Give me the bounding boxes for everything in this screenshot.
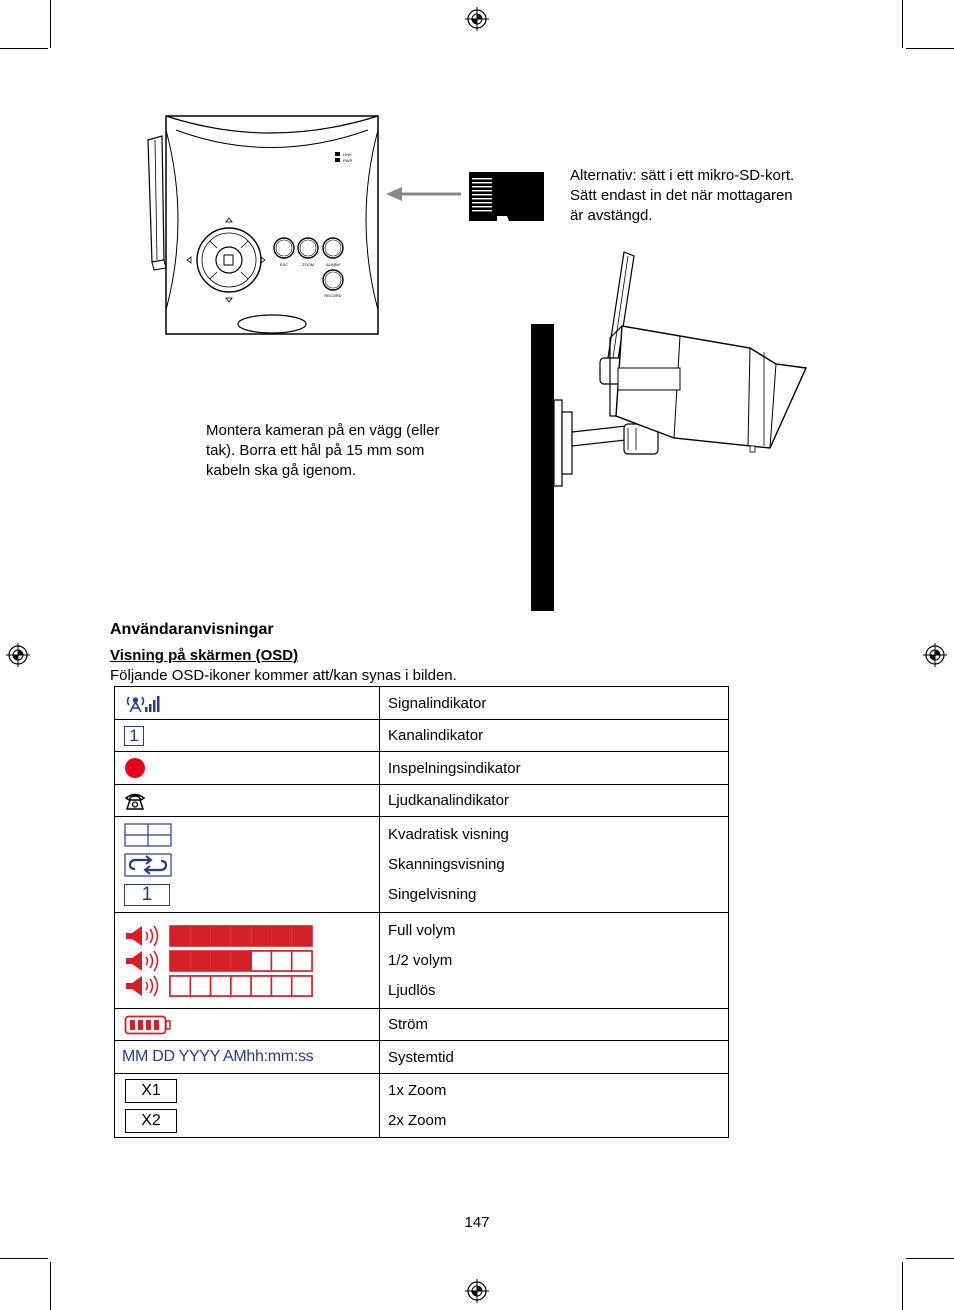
volume-segment — [251, 976, 271, 996]
label-cell — [380, 785, 729, 817]
osd-label: Ljudlös — [388, 981, 436, 999]
osd-label: Ljudkanalindikator — [388, 792, 509, 809]
icon-cell — [115, 1041, 380, 1074]
icon-cell — [115, 720, 380, 752]
volume-segment — [211, 926, 231, 946]
table-row — [115, 720, 729, 752]
sound-wave-icon — [146, 982, 148, 990]
table-row — [115, 687, 729, 720]
wall-illustration — [531, 324, 554, 611]
sound-wave-icon — [154, 926, 158, 946]
osd-label: Inspelningsindikator — [388, 759, 521, 777]
sound-wave-icon — [154, 951, 158, 971]
time-format-text: MM DD YYYY AMhh:mm:ss — [122, 1048, 314, 1065]
micro-sd-card-icon — [469, 172, 545, 222]
led-label: LINK — [343, 152, 352, 157]
table-row — [115, 1074, 729, 1138]
sound-wave-icon — [146, 932, 148, 940]
zoom-x1-text: X1 — [141, 1081, 161, 1099]
quad-view-icon — [124, 823, 172, 847]
crop-mark — [902, 1262, 903, 1310]
table-row — [115, 752, 729, 785]
zoom-x1-icon — [125, 1079, 177, 1103]
camera-illustration — [552, 248, 812, 488]
speaker-icon — [126, 976, 142, 996]
label-cell — [380, 752, 729, 785]
crop-mark — [50, 1262, 51, 1310]
volume-segment — [170, 976, 190, 996]
volume-segment — [251, 926, 271, 946]
volume-segment — [170, 926, 190, 946]
volume-segment — [271, 976, 291, 996]
battery-icon — [124, 1015, 172, 1035]
section-subheading: Visning på skärmen (OSD) — [110, 647, 299, 664]
label-cell — [380, 1009, 729, 1041]
sound-wave-icon — [150, 929, 153, 943]
osd-label: Singelvisning — [388, 885, 477, 903]
sound-wave-icon — [150, 979, 153, 993]
volume-segment — [231, 951, 251, 971]
sd-card-caption — [570, 166, 794, 226]
registration-mark-icon — [464, 6, 490, 32]
osd-label: Systemtid — [388, 1048, 454, 1066]
button-label-zoom: ZOOM — [302, 262, 314, 267]
zoom-x2-icon — [125, 1109, 177, 1133]
label-cell — [380, 817, 729, 913]
label-cell — [380, 1074, 729, 1138]
label-cell — [380, 687, 729, 720]
icon-cell — [115, 687, 380, 720]
signal-icon — [124, 693, 160, 713]
osd-label: 1/2 volym — [388, 951, 453, 969]
volume-half-icon — [124, 950, 314, 972]
icon-cell — [115, 752, 380, 785]
osd-label: Skanningsvisning — [388, 855, 505, 873]
icon-cell — [115, 817, 380, 913]
sound-wave-icon — [146, 957, 148, 965]
caption-line: är avstängd. — [570, 207, 653, 224]
volume-mute-icon — [124, 975, 314, 997]
osd-label: Signalindikator — [388, 694, 487, 712]
label-cell — [380, 720, 729, 752]
table-row — [115, 913, 729, 1009]
scan-view-icon — [124, 853, 172, 877]
receiver-illustration — [140, 110, 386, 340]
single-view-icon — [124, 884, 170, 906]
button-label-alarm: ALARM — [326, 262, 340, 267]
led-label: PWR — [343, 158, 353, 163]
volume-segment — [170, 951, 190, 971]
osd-label: Full volym — [388, 921, 456, 939]
volume-segment — [231, 976, 251, 996]
table-row — [115, 817, 729, 913]
section-intro: Följande OSD-ikoner kommer att/kan synas i bilden. — [110, 667, 457, 684]
volume-segment — [190, 926, 210, 946]
volume-segment — [271, 951, 291, 971]
sound-wave-icon — [154, 976, 158, 996]
sound-wave-icon — [150, 954, 153, 968]
volume-full-icon — [124, 925, 314, 947]
osd-icon-table — [114, 686, 729, 1138]
volume-segment — [292, 951, 312, 971]
caption-line: tak). Borra ett hål på 15 mm som — [206, 442, 425, 459]
crop-mark — [50, 0, 51, 48]
osd-label: Kanalindikator — [388, 727, 484, 744]
phone-icon — [124, 791, 146, 811]
mount-caption — [206, 421, 439, 481]
volume-segment — [292, 976, 312, 996]
channel-icon — [124, 726, 144, 746]
single-view-number: 1 — [141, 883, 153, 905]
registration-mark-icon — [464, 1278, 490, 1304]
caption-line: Alternativ: sätt i ett mikro-SD-kort. — [570, 167, 795, 184]
speaker-icon — [126, 951, 142, 971]
icon-cell — [115, 1074, 380, 1138]
osd-label: 2x Zoom — [388, 1111, 447, 1129]
speaker-icon — [126, 926, 142, 946]
crop-mark — [906, 48, 954, 49]
icon-cell — [115, 913, 380, 1009]
button-label-esc: ESC — [279, 262, 289, 267]
table-row — [115, 1009, 729, 1041]
crop-mark — [0, 1258, 48, 1259]
volume-segment — [292, 926, 312, 946]
volume-segment — [271, 926, 291, 946]
table-row — [115, 1041, 729, 1074]
caption-line: kabeln ska gå igenom. — [206, 462, 357, 479]
zoom-x2-text: X2 — [141, 1111, 161, 1129]
volume-segment — [251, 951, 271, 971]
crop-mark — [902, 0, 903, 48]
volume-segment — [211, 951, 231, 971]
arrow-left-icon — [386, 186, 462, 202]
button-label-record: RECORD — [324, 293, 342, 298]
volume-segment — [190, 951, 210, 971]
volume-segment — [190, 976, 210, 996]
record-dot-icon — [124, 757, 146, 779]
channel-number: 1 — [129, 725, 139, 745]
label-cell — [380, 913, 729, 1009]
crop-mark — [0, 48, 48, 49]
crop-mark — [906, 1258, 954, 1259]
label-cell — [380, 1041, 729, 1074]
caption-line: Sätt endast in det när mottagaren — [570, 187, 793, 204]
icon-cell — [115, 785, 380, 817]
registration-mark-icon — [5, 642, 31, 668]
icon-cell — [115, 1009, 380, 1041]
page-number: 147 — [464, 1214, 490, 1231]
osd-label: Ström — [388, 1016, 429, 1033]
table-row — [115, 785, 729, 817]
osd-label: Kvadratisk visning — [388, 825, 509, 843]
caption-line: Montera kameran på en vägg (eller — [206, 422, 440, 439]
volume-segment — [231, 926, 251, 946]
section-heading: Användaranvisningar — [110, 621, 274, 638]
osd-label: 1x Zoom — [388, 1081, 447, 1099]
volume-segment — [211, 976, 231, 996]
registration-mark-icon — [922, 642, 948, 668]
